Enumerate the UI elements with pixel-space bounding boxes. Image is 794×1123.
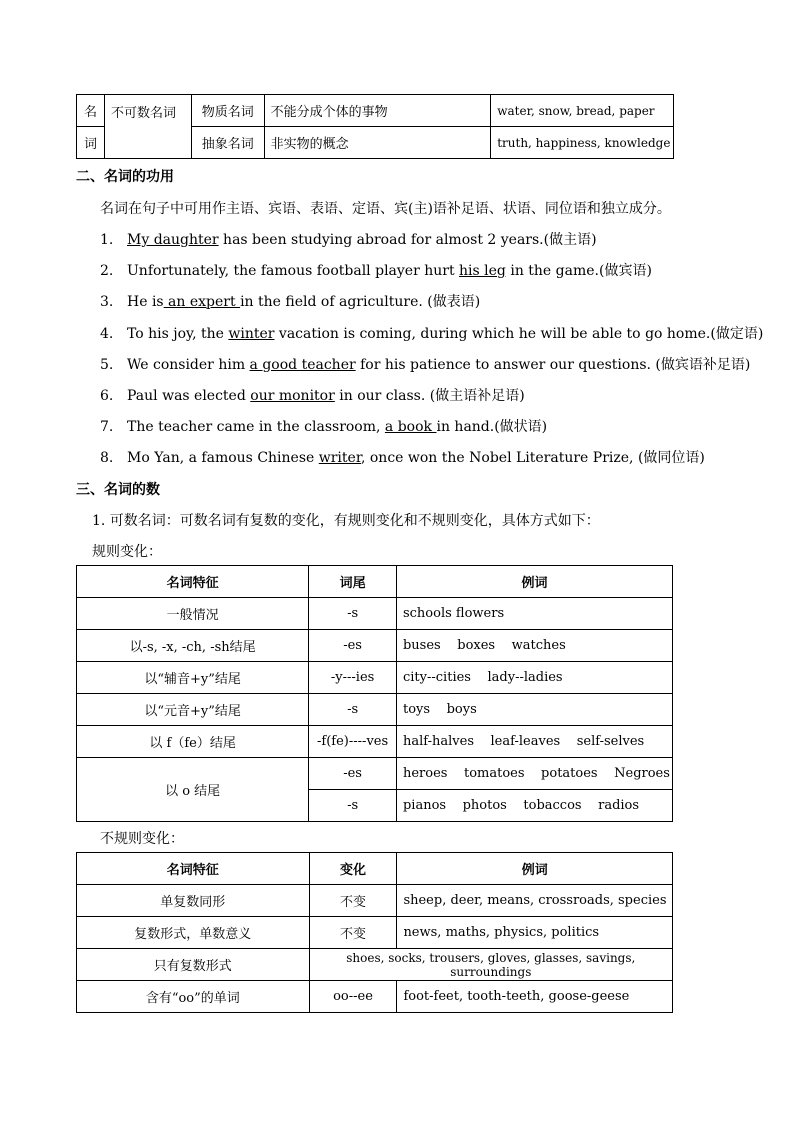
feature-cell: 以“辅音+y”结尾 [77, 662, 309, 694]
table-header: 名词特征 [77, 566, 309, 598]
regular-plural-table [76, 565, 673, 822]
ending-cell: -y---ies [309, 662, 397, 694]
example-sentence: 1. My daughter has been studying abroad for almost 2 years.(做主语) [100, 232, 597, 248]
countable-intro: 1. 可数名词：可数名词有复数的变化，有规则变化和不规则变化，具体方式如下： [92, 513, 600, 529]
section-title-usage: 二、名词的功用 [76, 169, 174, 185]
example-sentence: 3. He is an expert in the field of agriculture. (做表语) [100, 294, 481, 310]
irregular-label: 不规则变化： [100, 831, 184, 847]
example-sentence: 7. The teacher came in the classroom, a book in hand.(做状语) [100, 419, 548, 435]
category-cell-2: 词 [77, 127, 105, 159]
feature-cell: 单复数同形 [77, 885, 310, 917]
change-cell: 不变 [309, 885, 397, 917]
examples-cell: shoes, socks, trousers, gloves, glasses, savings, surroundings [309, 949, 672, 981]
examples-cell: water, snow, bread, paper [491, 95, 674, 127]
usage-intro: 名词在句子中可用作主语、宾语、表语、定语、宾(主)语补足语、状语、同位语和独立成分。 [100, 201, 671, 217]
example-sentence: 8. Mo Yan, a famous Chinese writer, once won the Nobel Literature Prize, (做同位语) [100, 450, 705, 466]
type-cell: 抽象名词 [191, 127, 264, 159]
change-cell: oo--ee [309, 981, 397, 1013]
change-cell: 不变 [309, 917, 397, 949]
examples-cell: heroes tomatoes potatoes Negroes [396, 758, 672, 790]
feature-cell: 只有复数形式 [77, 949, 310, 981]
feature-cell: 复数形式，单数意义 [77, 917, 310, 949]
examples-cell: pianos photos tobaccos radios [396, 790, 672, 822]
table-header: 名词特征 [77, 853, 310, 885]
feature-cell: 含有“oo”的单词 [77, 981, 310, 1013]
example-sentence: 4. To his joy, the winter vacation is coming, during which he will be able to go home.(做定语) [100, 326, 764, 342]
feature-cell: 以-s, -x, -ch, -sh结尾 [77, 630, 309, 662]
examples-cell: sheep, deer, means, crossroads, species [397, 885, 673, 917]
feature-cell: 以 o 结尾 [77, 758, 309, 822]
ending-cell: -es [309, 758, 397, 790]
table-header: 例词 [396, 566, 672, 598]
ending-cell: -es [309, 630, 397, 662]
example-sentence: 2. Unfortunately, the famous football player hurt his leg in the game.(做宾语) [100, 263, 652, 279]
ending-cell: -s [309, 694, 397, 726]
category-cell-1: 名 [77, 95, 105, 127]
examples-cell: truth, happiness, knowledge [491, 127, 674, 159]
feature-cell: 以“元音+y”结尾 [77, 694, 309, 726]
ending-cell: -s [309, 790, 397, 822]
irregular-plural-table [76, 852, 673, 1013]
table-header: 例词 [397, 853, 673, 885]
feature-cell: 以 f（fe）结尾 [77, 726, 309, 758]
examples-cell: city--cities lady--ladies [396, 662, 672, 694]
feature-cell: 一般情况 [77, 598, 309, 630]
examples-cell: foot-feet, tooth-teeth, goose-geese [397, 981, 673, 1013]
regular-label: 规则变化： [92, 544, 162, 560]
desc-cell: 非实物的概念 [264, 127, 491, 159]
examples-cell: half-halves leaf-leaves self-selves [396, 726, 672, 758]
uncountable-noun-table [76, 94, 674, 159]
subcategory-cell: 不可数名词 [104, 95, 191, 159]
section-title-number: 三、名词的数 [76, 482, 160, 498]
example-sentence: 5. We consider him a good teacher for his patience to answer our questions. (做宾语补足语) [100, 357, 751, 373]
desc-cell: 不能分成个体的事物 [264, 95, 491, 127]
table-header: 词尾 [309, 566, 397, 598]
table-header: 变化 [309, 853, 397, 885]
examples-cell: toys boys [396, 694, 672, 726]
examples-cell: buses boxes watches [396, 630, 672, 662]
ending-cell: -f(fe)----ves [309, 726, 397, 758]
type-cell: 物质名词 [191, 95, 264, 127]
examples-cell: news, maths, physics, politics [397, 917, 673, 949]
examples-cell: schools flowers [396, 598, 672, 630]
ending-cell: -s [309, 598, 397, 630]
example-sentence: 6. Paul was elected our monitor in our class. (做主语补足语) [100, 388, 525, 404]
